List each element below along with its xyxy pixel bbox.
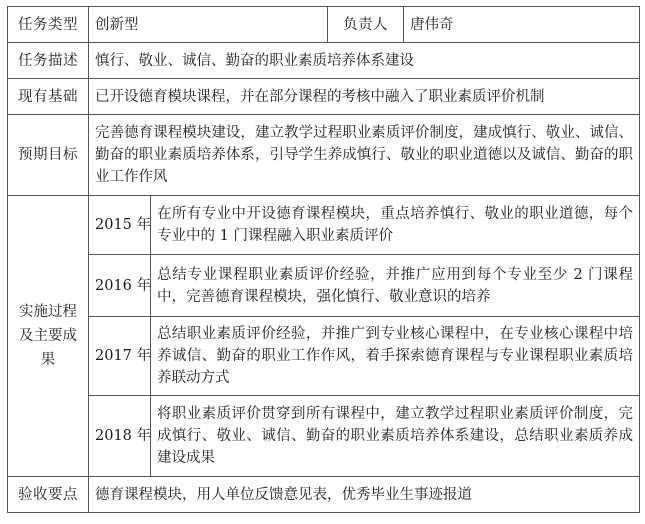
row-expected-goal — [8, 115, 640, 196]
row-existing-basis — [8, 79, 640, 115]
existing-basis-label: 现有基础 — [8, 79, 89, 115]
expected-goal-value: 完善德育课程模块建设，建立教学过程职业素质评价制度，建成慎行、敬业、诚信、勤奋的职业素质培养体系，引导学生养成慎行、敬业的职业道德以及诚信、勤奋的职业工作作风 — [89, 115, 640, 196]
year-2016: 2016 年 — [89, 255, 151, 317]
task-type-value: 创新型 — [89, 7, 328, 43]
task-table — [7, 6, 640, 513]
row-year-2016 — [8, 255, 640, 317]
acceptance-value: 德育课程模块，用人单位反馈意见表，优秀毕业生事迹报道 — [89, 477, 640, 513]
row-acceptance — [8, 477, 640, 513]
year-2017: 2017 年 — [89, 317, 151, 396]
expected-goal-label: 预期目标 — [8, 115, 89, 196]
row-year-2018 — [8, 396, 640, 477]
year-2015: 2015 年 — [89, 196, 151, 255]
year-2017-text: 总结职业素质评价经验，并推广到专业核心课程中，在专业核心课程中培养诚信、勤奋的职业工作作风，着手探索德育课程与专业课程职业素质培养联动方式 — [151, 317, 640, 396]
year-2016-text: 总结专业课程职业素质评价经验，并推广应用到每个专业至少 2 门课程中，完善德育课程模块，强化慎行、敬业意识的培养 — [151, 255, 640, 317]
row-year-2017 — [8, 317, 640, 396]
task-description-label: 任务描述 — [8, 43, 89, 79]
year-2015-text: 在所有专业中开设德育课程模块，重点培养慎行、敬业的职业道德，每个专业中的 1 门课程融入职业素质评价 — [151, 196, 640, 255]
year-2018-text: 将职业素质评价贯穿到所有课程中，建立教学过程职业素质评价制度，完成慎行、敬业、诚信、勤奋的职业素质培养体系建设，总结职业素质养成建设成果 — [151, 396, 640, 477]
owner-value: 唐伟奇 — [404, 7, 640, 43]
owner-label: 负责人 — [328, 7, 404, 43]
row-task-description — [8, 43, 640, 79]
task-type-label: 任务类型 — [8, 7, 89, 43]
acceptance-label: 验收要点 — [8, 477, 89, 513]
row-task-type — [8, 7, 640, 43]
existing-basis-value: 已开设德育模块课程，并在部分课程的考核中融入了职业素质评价机制 — [89, 79, 640, 115]
row-year-2015 — [8, 196, 640, 255]
year-2018: 2018 年 — [89, 396, 151, 477]
implementation-label: 实施过程及主要成果 — [8, 196, 89, 477]
task-description-value: 慎行、敬业、诚信、勤奋的职业素质培养体系建设 — [89, 43, 640, 79]
